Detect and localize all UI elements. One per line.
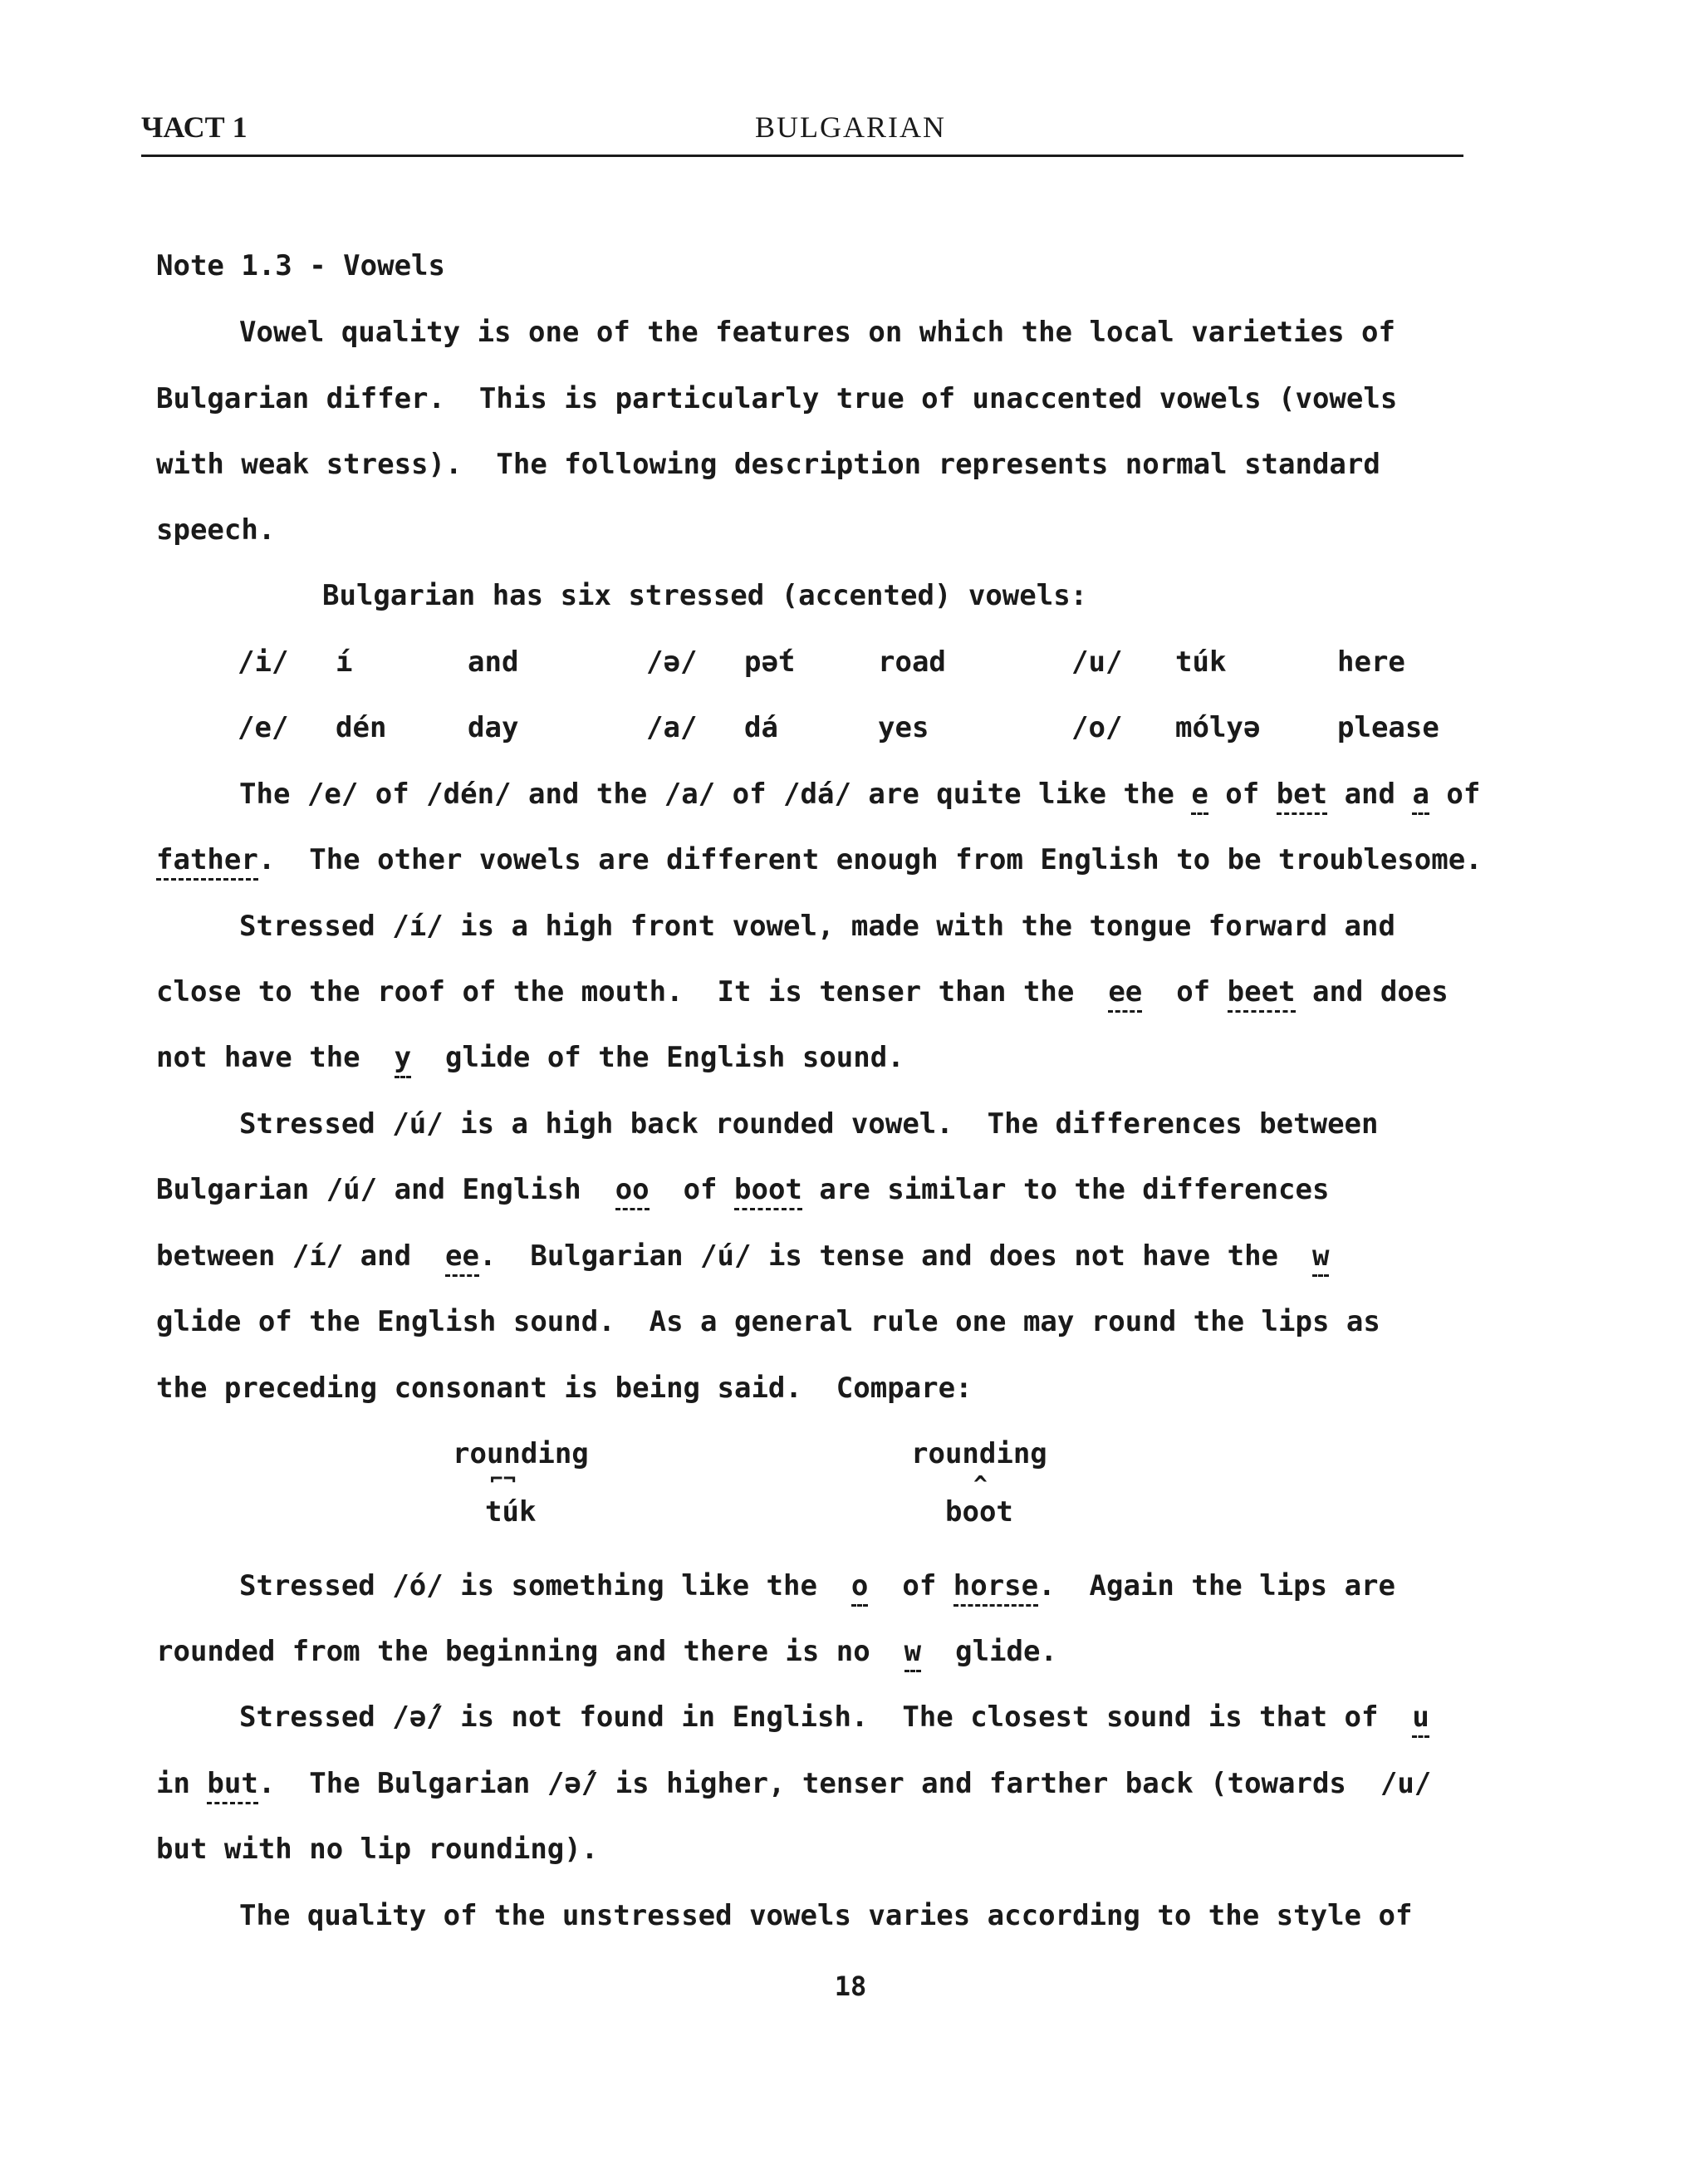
header-rule [141, 155, 1463, 157]
header-title: BULGARIAN [755, 110, 946, 144]
vowel-cell: dén [336, 711, 387, 744]
vowel-cell: /e/ [238, 711, 289, 744]
para2-line2: father. The other vowels are different enough from English to be troublesome. [156, 843, 1483, 876]
para2-line1: The /e/ of /dén/ and the /a/ of /dá/ are quite like the e of bet and a of [239, 778, 1480, 811]
para6-line1: Stressed /ə́/ is not found in English. The closest sound is that of u [239, 1701, 1429, 1734]
vowel-cell: í [336, 645, 353, 679]
vowel-cell: /ə/ [646, 645, 698, 679]
compare-right-mark: ^ [973, 1470, 988, 1498]
vowel-cell: please [1337, 711, 1439, 744]
note-title: Note 1.3 - Vowels [156, 249, 445, 282]
page-number: 18 [834, 1971, 867, 2002]
para1-line3: with weak stress). The following description represents normal standard [156, 448, 1380, 481]
para4-line5: the preceding consonant is being said. Compare: [156, 1372, 973, 1405]
vowel-cell: dá [744, 711, 778, 744]
para5-line1: Stressed /ó/ is something like the o of horse. Again the lips are [239, 1569, 1395, 1602]
compare-left-mark: ⌐¬ [490, 1467, 517, 1492]
para6-line3: but with no lip rounding). [156, 1833, 599, 1866]
compare-left-word: túk [485, 1495, 537, 1529]
para4-line1: Stressed /ú/ is a high back rounded vowel. The differences between [239, 1107, 1379, 1141]
vowel-cell: mólyə [1175, 711, 1261, 744]
compare-right-word: boot [945, 1495, 1013, 1529]
para1-line2: Bulgarian differ. This is particularly true of unaccented vowels (vowels [156, 382, 1398, 415]
para5-line2: rounded from the beginning and there is no w glide. [156, 1635, 1057, 1668]
vowel-cell: and [468, 645, 519, 679]
vowel-cell: /i/ [238, 645, 289, 679]
header-part-label: ЧАСТ 1 [141, 110, 248, 144]
para4-line3: between /í/ and ee. Bulgarian /ú/ is tense and does not have the w [156, 1239, 1329, 1273]
vowel-cell: here [1337, 645, 1405, 679]
intro-line: Bulgarian has six stressed (accented) vowels: [322, 579, 1088, 612]
compare-right-label: rounding [911, 1437, 1047, 1470]
para1-line4: speech. [156, 513, 276, 547]
para6-line2: in but. The Bulgarian /ə́/ is higher, tenser and farther back (towards /u/ [156, 1767, 1431, 1800]
para3-line2: close to the roof of the mouth. It is tenser than the ee of beet and does [156, 975, 1449, 1009]
vowel-cell: túk [1175, 645, 1227, 679]
vowel-cell: road [878, 645, 946, 679]
compare-left-label: rounding [453, 1437, 589, 1470]
vowel-cell: /a/ [646, 711, 698, 744]
vowel-cell: yes [878, 711, 929, 744]
para4-line2: Bulgarian /ú/ and English oo of boot are similar to the differences [156, 1173, 1329, 1206]
para1-line1: Vowel quality is one of the features on which the local varieties of [239, 316, 1395, 349]
vowel-cell: day [468, 711, 519, 744]
para3-line3: not have the y glide of the English sound. [156, 1041, 904, 1074]
vowel-cell: /u/ [1071, 645, 1123, 679]
vowel-cell: pə́t [744, 645, 796, 679]
para4-line4: glide of the English sound. As a general rule one may round the lips as [156, 1305, 1380, 1338]
para7-line1: The quality of the unstressed vowels varies according to the style of [239, 1899, 1413, 1932]
para3-line1: Stressed /í/ is a high front vowel, made with the tongue forward and [239, 910, 1395, 943]
vowel-cell: /o/ [1071, 711, 1123, 744]
